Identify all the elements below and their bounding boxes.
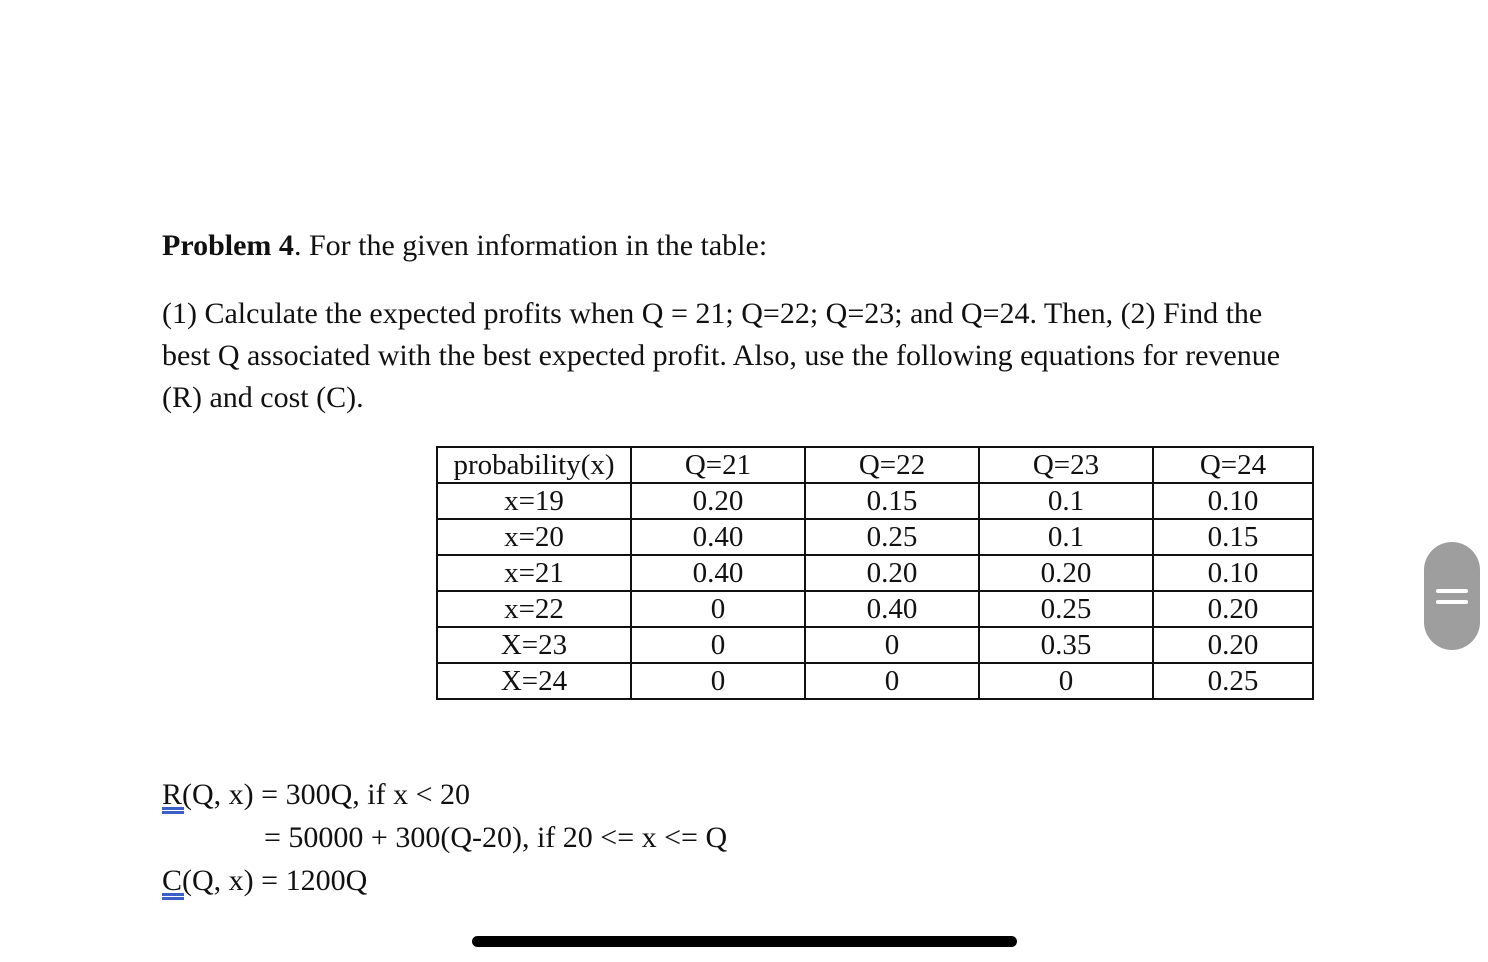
handle-grip-line [1436, 589, 1468, 593]
probability-cell: 0.20 [631, 483, 805, 519]
probability-cell: 0.15 [805, 483, 979, 519]
probability-cell: 0 [805, 627, 979, 663]
probability-cell: 0.10 [1153, 483, 1313, 519]
probability-cell: 0.20 [805, 555, 979, 591]
probability-cell: 0 [631, 627, 805, 663]
cost-line1-text: Q, x) = 1200Q [192, 864, 368, 897]
home-indicator[interactable] [472, 936, 1017, 947]
table-row [437, 591, 1313, 627]
probability-cell: 0 [979, 663, 1153, 699]
table-row [437, 483, 1313, 519]
probability-cell: 0.40 [805, 591, 979, 627]
row-label-cell: X=23 [437, 627, 631, 663]
probability-cell: 0.1 [979, 519, 1153, 555]
table-row [437, 555, 1313, 591]
probability-cell: 0.20 [1153, 627, 1313, 663]
table-row [437, 519, 1313, 555]
handle-grip-line [1436, 600, 1468, 604]
revenue-line1-text: Q, x) = 300Q, if x < 20 [192, 778, 470, 811]
row-label-cell: x=19 [437, 483, 631, 519]
cost-equation [162, 861, 367, 901]
header-cell: Q=21 [631, 447, 805, 483]
problem-body: (1) Calculate the expected profits when Q = 21; Q=22; Q=23; and Q=24. Then, (2) Find the best Q associated with the best expected profit. Also, use the following equations for revenue (R) and cost (C). [162, 297, 1281, 414]
revenue-prefix: R( [162, 778, 192, 811]
table-body [437, 447, 1313, 699]
probability-cell: 0.40 [631, 555, 805, 591]
revenue-equation-line1 [162, 775, 470, 815]
probability-cell: 0 [805, 663, 979, 699]
header-cell: Q=23 [979, 447, 1153, 483]
row-label-cell: x=20 [437, 519, 631, 555]
probability-cell: 0.25 [1153, 663, 1313, 699]
probability-cell: 0.1 [979, 483, 1153, 519]
header-cell: Q=24 [1153, 447, 1313, 483]
probability-cell: 0.35 [979, 627, 1153, 663]
probability-cell: 0.20 [1153, 591, 1313, 627]
probability-cell: 0.10 [1153, 555, 1313, 591]
probability-table [436, 446, 1314, 700]
table-header-row [437, 447, 1313, 483]
header-cell: Q=22 [805, 447, 979, 483]
header-cell: probability(x) [437, 447, 631, 483]
row-label-cell: x=21 [437, 555, 631, 591]
drag-handle-icon[interactable] [1424, 542, 1480, 650]
revenue-equation-line2: = 50000 + 300(Q-20), if 20 <= x <= Q [264, 821, 728, 854]
probability-cell: 0.25 [979, 591, 1153, 627]
problem-label: Problem 4 [162, 229, 294, 262]
probability-cell: 0.25 [805, 519, 979, 555]
probability-cell: 0.15 [1153, 519, 1313, 555]
row-label-cell: x=22 [437, 591, 631, 627]
probability-cell: 0.20 [979, 555, 1153, 591]
table-row [437, 627, 1313, 663]
probability-cell: 0 [631, 663, 805, 699]
row-label-cell: X=24 [437, 663, 631, 699]
table-row [437, 663, 1313, 699]
cost-prefix: C( [162, 864, 192, 897]
probability-cell: 0 [631, 591, 805, 627]
problem-title-text: . For the given information in the table: [293, 229, 768, 262]
probability-cell: 0.40 [631, 519, 805, 555]
problem-title [162, 226, 767, 266]
